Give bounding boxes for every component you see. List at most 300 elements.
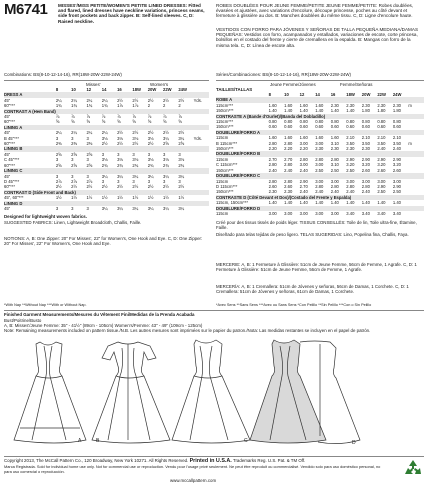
yardage-cell: ⅝ — [147, 119, 152, 125]
yardage-cell: m — [408, 102, 412, 108]
yardage-cell: 1.60 — [268, 135, 277, 141]
yardage-cell: 3¼ — [147, 205, 154, 211]
header-english: MISSES'/MISS PETITE/WOMEN'S PETITE LINED DRESSES: Fitted and flared, lined dresses have neckline variations, princess seams, side front pockets and back zipper. B: Self-lined sleeves. C, D: Raised neckline. — [58, 3, 205, 24]
size-header: 14 — [101, 87, 107, 92]
yardage-cell: 2½ — [132, 141, 139, 147]
misses-label: Misses' — [86, 82, 101, 87]
yardage-cell: 3¼ — [132, 173, 139, 179]
yardage-cell: 1½ — [132, 195, 139, 201]
combinations-left: Combinations: BS(8-10-12-14-16), RR(18W-20W-22W-24W) — [4, 72, 122, 77]
yardage-cell: 2.40 — [268, 167, 277, 173]
footer-trademark: Trademarks Reg. U.S. Pat. & TM Off. — [232, 458, 306, 463]
yardage-cell: 3 — [55, 157, 59, 163]
yardage-cell: 2¾ — [117, 162, 123, 168]
nap-note-right: *Avec Sens **Sans Sens ***Avec ou Sans Sens *Con Pelillo **Sin Pelillo ***Con o Sin Pelillo — [216, 303, 372, 307]
yardage-cell: 2½ — [117, 184, 123, 190]
yardage-cell: ⅝ — [132, 119, 136, 125]
yardage-cell: 2.80 — [268, 162, 277, 168]
yardage-cell: ⅞ — [117, 114, 121, 120]
yardage-cell: 2⅝ — [163, 141, 169, 147]
yardage-cell: 2½ — [117, 97, 123, 103]
divider — [4, 80, 209, 81]
yardage-cell: 3.20 — [392, 162, 401, 168]
yardage-cell: 2½ — [132, 97, 139, 103]
yardage-cell: 3 — [86, 135, 89, 141]
yardage-cell: 1.80 — [377, 108, 386, 114]
yardage-cell: 2.40 — [361, 189, 370, 195]
yardage-cell: 2⅝ — [178, 141, 185, 147]
yardage-cell: 3 — [55, 205, 59, 211]
yardage-cell: 3.00 — [299, 140, 308, 146]
yardage-cell: 2.50 — [346, 167, 355, 173]
yardage-cell: 2¼ — [55, 130, 62, 136]
yardage-cell: 3¼ — [101, 173, 108, 179]
yardage-cell: 1½ — [178, 195, 185, 201]
yardage-cell: 1¾ — [101, 103, 108, 109]
yardage-cell: 2.30 — [330, 146, 339, 152]
yardage-cell: 2.80 — [299, 156, 308, 162]
jeune-femme-label: Jeune Femme/Jóvenes — [270, 82, 316, 87]
yardage-cell — [194, 206, 209, 211]
row-label: DOUBLURE/FORRO A — [216, 130, 424, 135]
measurement-note: Note: Remaining measurements included on pattern tissue./N.B. Les autres mesures sont imprimées sur le papier du patron./Nota: Las medidas restantes se incluyen en el papel de patrón. — [4, 328, 371, 333]
yardage-cell: 2.10 — [377, 135, 386, 141]
row-label: 60"*** — [4, 162, 16, 168]
yardage-cell: 2½ — [163, 184, 169, 190]
size-header: 24W — [392, 92, 402, 97]
row-label: 45" — [4, 151, 11, 157]
divider — [4, 456, 424, 457]
size-header: 8 — [55, 87, 59, 92]
yardage-cell: m — [408, 140, 412, 146]
view-label-a: A — [78, 438, 82, 444]
yardage-cell: 2.30 — [392, 102, 401, 108]
yardage-cell: 1.40 — [346, 108, 355, 114]
yardage-cell: 2.40 — [299, 167, 308, 173]
row-label: 115cm*** — [216, 119, 234, 125]
yardage-cell: 1.40 — [284, 108, 293, 114]
yardage-cell: 0.60 — [377, 124, 386, 130]
yardage-cell: 3 — [132, 151, 135, 157]
yardage-cell: 1.40 — [315, 200, 324, 206]
yardage-cell: 1.40 — [330, 108, 339, 114]
yardage-cell: 2¾ — [163, 162, 169, 168]
yardage-cell: 1.80 — [361, 108, 370, 114]
yardage-cell: 3⅛ — [147, 157, 154, 163]
yardage-cell: ⅞ — [163, 114, 167, 120]
yardage-cell: 0.80 — [361, 119, 370, 125]
yardage-cell: 3.00 — [330, 178, 339, 184]
yardage-cell: 2½ — [178, 130, 185, 136]
nap-note-left: *With Nap **Without Nap ***With or Without Nap. — [4, 303, 87, 307]
yardage-cell: 1.60 — [330, 135, 339, 141]
size-header: 20W — [361, 92, 371, 97]
measurement-line-ab: A, B: Misses'/Jeune Femme: 35" - 41½" (89cm - 105cm) Women's/Femme: 43" - 49" (109cm - 125cm) — [4, 323, 203, 328]
divider — [4, 310, 424, 311]
yardage-cell: 3⅛ — [178, 157, 185, 163]
yardage-cell: 2.60 — [392, 167, 401, 173]
yardage-cell: 1½ — [55, 195, 62, 201]
yardage-cell: 3⅛ — [117, 157, 123, 163]
yardage-cell: 0.60 — [284, 124, 293, 130]
yardage-cell: 3¼ — [178, 205, 185, 211]
size-header: 16 — [117, 87, 122, 92]
yardage-cell: 2.10 — [361, 135, 370, 141]
yardage-cell: 1.60 — [299, 102, 308, 108]
tailles-label: TAILLES/TALLAS — [216, 87, 253, 92]
yardage-cell: 2⅝ — [71, 151, 77, 157]
yardage-cell: 2⅝ — [86, 162, 93, 168]
yardage-cell: 1.40 — [392, 200, 401, 206]
yardage-cell: 2⅜ — [86, 141, 93, 147]
yardage-cell: 3¼ — [178, 135, 185, 141]
yardage-cell: 2½ — [86, 184, 93, 190]
merceria: MERCERÍA: A, B: 1 Cremallera: 51cm de Jóvenes y señoras, 56cm de Damas, 1 Corchete. C, D: 1 Cremallera: 51cm de Jóvenes y señoras, 61cm de Damas, 1 Corchete. — [216, 284, 409, 295]
header-french: ROBES DOUBLÉES POUR JEUNE FEMME/PETITE JEUNE FEMME/PETITE: Robes doublées, évasées et ajustées, avec variations d'encolure, découpe princesse, poches au côté devant et fermeture à glissière au dos. B: Manches doublées du même tissu. C, D: Ligne d'encolure haute. — [216, 3, 414, 19]
yardage-cell: 3¼ — [163, 173, 169, 179]
yardage-cell: 2.90 — [346, 156, 355, 162]
yardage-cell: 2½ — [147, 97, 154, 103]
yardage-cell: 2½ — [132, 184, 139, 190]
yardage-cell: 2.70 — [299, 183, 308, 189]
yardage-cell: 3.50 — [377, 140, 386, 146]
yardage-cell: 2¾ — [178, 162, 185, 168]
yardage-cell: 2.90 — [361, 156, 370, 162]
yardage-cell: 2.30 — [315, 146, 324, 152]
yardage-cell: 3.00 — [330, 210, 339, 216]
yardage-cell: 2½ — [132, 130, 139, 136]
yardage-cell: 3⅛ — [147, 135, 154, 141]
yardage-cell: 0.80 — [392, 119, 401, 125]
row-label: 115cm — [216, 135, 229, 141]
yardage-cell: 2⅞ — [71, 178, 77, 184]
yardage-cell: 2⅜ — [71, 141, 77, 147]
yardage-cell: 2¾ — [132, 162, 139, 168]
size-header: 18W — [346, 92, 355, 97]
yardage-cell: 2.60 — [284, 183, 293, 189]
yardage-cell: 0.60 — [315, 124, 324, 130]
yardage-cell: 2.20 — [268, 146, 277, 152]
yardage-cell: 3 — [147, 151, 151, 157]
yardage-cell: 3.40 — [346, 210, 355, 216]
size-header: 18W — [132, 87, 142, 92]
row-label: 45", 60"*** — [4, 195, 24, 201]
yardage-cell: 1.40 — [361, 200, 370, 206]
row-label: B 115cm*** — [216, 140, 238, 146]
row-label: 60"*** — [4, 103, 16, 109]
yardage-cell: ⅞ — [55, 114, 60, 120]
yardage-cell: 2.90 — [392, 183, 401, 189]
row-label: CONTRAST A (Hem Band) — [4, 109, 209, 114]
yardage-cell: 2½ — [117, 130, 123, 136]
yardage-cell: 1.60 — [315, 135, 324, 141]
yardage-cell: 2.50 — [330, 167, 339, 173]
yardage-cell: 1½ — [86, 195, 93, 201]
yardage-cell: 2¼ — [101, 130, 108, 136]
yardage-cell: 1.40 — [315, 108, 324, 114]
yardage-cell: ⅝ — [71, 119, 75, 125]
yardage-cell: 1⅞ — [117, 103, 123, 109]
row-label: 150cm*** — [216, 124, 234, 130]
size-header: 12 — [299, 92, 305, 97]
yardage-cell: 3⅛ — [132, 157, 139, 163]
yardage-cell: 2¼ — [55, 97, 62, 103]
yardage-cell: 2.80 — [284, 162, 293, 168]
yardage-cell: 2.40 — [315, 189, 324, 195]
yardage-cell: ⅞ — [86, 114, 90, 120]
yardage-cell: 3 — [86, 173, 89, 179]
row-label: 115cm — [216, 210, 229, 216]
yardage-cell: 2.40 — [392, 146, 401, 152]
yardage-cell: 2¾ — [147, 162, 154, 168]
row-label: C 115cm*** — [216, 162, 238, 168]
yardage-cell: 2.30 — [346, 102, 355, 108]
yardage-table-metric — [216, 92, 424, 216]
row-label: ROBE A — [216, 97, 424, 102]
yardage-cell: 2¼ — [101, 97, 108, 103]
yardage-cell: 2.10 — [346, 135, 355, 141]
yardage-cell: 2.30 — [268, 189, 277, 195]
yardage-cell: 2 — [147, 103, 151, 109]
yardage-cell: ⅝ — [86, 119, 90, 125]
yardage-cell: 2⅝ — [55, 162, 62, 168]
yardage-cell: 0.60 — [330, 124, 339, 130]
yardage-cell: 3 — [71, 205, 74, 211]
yardage-cell: 2½ — [163, 130, 169, 136]
yardage-cell: 0.80 — [268, 119, 277, 125]
yardage-cell: 0.80 — [284, 119, 293, 125]
yardage-cell: 2.50 — [377, 189, 386, 195]
yardage-cell: 2¼ — [71, 97, 77, 103]
yardage-cell: 2.80 — [315, 183, 324, 189]
yardage-cell: 3⅛ — [101, 135, 108, 141]
pattern-number: M6741 — [4, 1, 48, 18]
yardage-cell: 2.70 — [284, 156, 293, 162]
yardage-cell: 2⅞ — [86, 178, 93, 184]
row-label: 60"*** — [4, 184, 16, 190]
row-label: C 45"*** — [4, 157, 20, 163]
yardage-cell: 1.40 — [284, 200, 293, 206]
row-label: 150cm*** — [216, 167, 234, 173]
yardage-cell: 3.00 — [315, 162, 324, 168]
yardage-cell: ⅝ — [178, 119, 182, 125]
yardage-cell: 3¼ — [117, 173, 123, 179]
tissus-conseilles: Créé pour des tissus tissés de poids léger. TISSUS CONSEILLÉS: Toile de lin, Toile ultra-fine, Étamine, Faille. — [216, 220, 417, 231]
yardage-cell: 3.20 — [377, 162, 386, 168]
yardage-cell: 1¾ — [71, 103, 77, 109]
row-label: 150cm*** — [216, 108, 234, 114]
yardage-cell: 1.40 — [268, 108, 277, 114]
yardage-cell: 2.60 — [268, 183, 277, 189]
row-label: D 115cm*** — [216, 183, 238, 189]
yardage-cell: 3 — [163, 178, 166, 184]
mercerie: MERCERIE: A, B: 1 Fermeture à Glissière: 51cm de Jeune Femme, 56cm de Femme, 1 Agrafe. C, D: 1 Fermeture à Glissière: 51cm de Jeune Femme, 56cm de Femme, 1 Agrafe. — [216, 262, 417, 273]
yardage-cell: 2.40 — [346, 189, 355, 195]
yardage-cell: 3.00 — [361, 178, 370, 184]
yardage-cell: 2½ — [101, 141, 108, 147]
technical-drawings — [0, 336, 428, 454]
yardage-cell: 3 — [178, 178, 181, 184]
yardage-cell: ⅞ — [71, 114, 75, 120]
row-label: 60"*** — [4, 119, 16, 125]
yardage-cell: 3.10 — [330, 140, 339, 146]
yardage-cell: 3 — [55, 135, 59, 141]
yardage-cell: 0.60 — [299, 124, 308, 130]
footer-url: www.mccallpattern.com — [170, 478, 217, 483]
view-label-d: D — [352, 440, 356, 446]
yardage-cell: 0.60 — [361, 124, 370, 130]
row-label: LINING D — [4, 201, 209, 206]
yardage-cell: 3¼ — [163, 135, 169, 141]
yardage-cell: 2.40 — [299, 189, 308, 195]
yardage-cell: 2.60 — [361, 167, 370, 173]
yardage-cell: 1½ — [163, 195, 169, 201]
yardage-cell: 3.00 — [284, 210, 293, 216]
row-label: 45" — [4, 173, 11, 179]
size-header: 22W — [377, 92, 386, 97]
yardage-cell: 3.10 — [330, 162, 339, 168]
yardage-cell: 0.60 — [392, 124, 401, 130]
yardage-cell: 2.40 — [330, 189, 339, 195]
yardage-cell: 0.80 — [377, 119, 386, 125]
yardage-cell: 3¼ — [147, 173, 154, 179]
yardage-cell: 2.50 — [315, 167, 324, 173]
yardage-cell: 3.00 — [392, 178, 401, 184]
yardage-cell: 3⅛ — [117, 135, 123, 141]
yardage-cell: 2.60 — [377, 167, 386, 173]
yardage-cell: 3 — [86, 205, 89, 211]
yardage-cell: 2½ — [147, 130, 154, 136]
yardage-cell: 3.50 — [346, 140, 355, 146]
row-label: 45" — [4, 97, 11, 103]
yardage-cell: 1.60 — [315, 102, 324, 108]
yardage-cell: 3.00 — [268, 210, 277, 216]
yardage-cell: 2 — [163, 103, 166, 109]
yardage-cell: 2½ — [147, 141, 154, 147]
yardage-cell: 2.80 — [361, 183, 370, 189]
row-label: LINING B — [4, 146, 209, 151]
measurements-subtitle: Bust/Poitrine/Busto — [4, 318, 42, 323]
yardage-cell: 3¼ — [101, 205, 108, 211]
yardage-cell: 2⅞ — [55, 178, 62, 184]
yardage-cell: Yds. — [193, 97, 203, 103]
yardage-cell: 1⅞ — [132, 103, 139, 109]
yardage-cell: 2.30 — [377, 102, 386, 108]
yardage-cell: 3.40 — [361, 210, 370, 216]
yardage-cell: 3¼ — [163, 205, 169, 211]
yardage-cell: 2¼ — [86, 97, 93, 103]
yardage-cell: ⅞ — [178, 114, 182, 120]
yardage-cell: 0.80 — [299, 119, 308, 125]
yardage-cell: ⅝ — [55, 119, 60, 125]
yardage-cell: 3.50 — [361, 140, 370, 146]
size-header: 20W — [147, 87, 157, 92]
yardage-cell: 2½ — [147, 184, 154, 190]
yardage-cell: 0.80 — [346, 119, 355, 125]
row-label: DRESS A — [4, 92, 209, 97]
size-header: 24W — [178, 87, 187, 92]
yardage-cell: 2½ — [71, 184, 77, 190]
dress-a-drawing — [14, 342, 86, 443]
row-label: LINING C — [4, 168, 209, 173]
yardage-cell: 1.40 — [346, 200, 355, 206]
yardage-cell: 3.00 — [315, 210, 324, 216]
yardage-cell: 2.70 — [268, 156, 277, 162]
yardage-cell: 3 — [71, 173, 74, 179]
yardage-cell: 2½ — [178, 184, 185, 190]
row-label: 150cm*** — [216, 189, 234, 195]
yardage-cell: 1.40 — [299, 108, 308, 114]
yardage-cell: 2½ — [117, 141, 123, 147]
yardage-cell: ⅝ — [163, 119, 167, 125]
size-header: 10 — [71, 87, 76, 92]
yardage-cell: 2.30 — [361, 102, 370, 108]
yardage-cell: 2.80 — [330, 156, 339, 162]
yardage-cell — [408, 211, 424, 216]
yardage-cell: 2 — [178, 103, 181, 109]
yardage-cell: 2.80 — [284, 140, 293, 146]
yardage-cell: 3¼ — [178, 173, 185, 179]
size-header: 10 — [284, 92, 289, 97]
yardage-cell: 3¼ — [117, 205, 123, 211]
footer-copyright: Copyright 2013, The McCall Pattern Co., 120 Broadway, New York 10271. All Rights Reserved. Printed in U.S.A. Trademarks Reg. U.S. Pat. & TM Off. — [4, 458, 306, 464]
yardage-cell: 2.10 — [392, 135, 401, 141]
notions: NOTIONS: A, B: One Zipper: 20" For Misses', 22" for Women's, One Hook and Eye. C, D: One Zipper: 20" For Misses', 22" For Women's, One Hook and Eye. — [4, 236, 203, 247]
yardage-cell: 2.90 — [377, 183, 386, 189]
size-header: 22W — [163, 87, 172, 92]
yardage-cell: 3.00 — [315, 140, 324, 146]
yardage-cell: 2¾ — [101, 162, 108, 168]
yardage-cell: 1½ — [101, 195, 108, 201]
yardage-cell: 2⅝ — [55, 151, 62, 157]
yardage-cell: 3.00 — [377, 178, 386, 184]
row-label: CONTRASTE A (Bande d'Ourlet)/(Banda del Dobladillo) — [216, 114, 424, 119]
yardage-cell: 1.40 — [299, 200, 308, 206]
row-label: D 45"*** — [4, 178, 20, 184]
row-label: 45" — [4, 114, 11, 120]
view-label-c: C — [244, 438, 248, 444]
yardage-cell: 3.20 — [346, 162, 355, 168]
yardage-cell: 3 — [71, 157, 74, 163]
yardage-cell: 2⅝ — [86, 151, 93, 157]
yardage-cell: 1¾ — [55, 103, 62, 109]
combinations-right: Séries/Combinaciones: BS(8-10-12-14-16), RR(18W-20W-22W-24W) — [216, 72, 351, 77]
yardage-cell: 2.80 — [268, 140, 277, 146]
yardage-cell: 3 — [147, 178, 151, 184]
yardage-cell: 2¼ — [71, 130, 77, 136]
yardage-cell: 2.90 — [392, 156, 401, 162]
yardage-cell: 0.80 — [315, 119, 324, 125]
yardage-cell: 2.20 — [284, 146, 293, 152]
yardage-cell: 2¼ — [86, 130, 93, 136]
dress-b-drawing — [92, 342, 170, 443]
yardage-cell: 3.40 — [377, 210, 386, 216]
yardage-cell: ⅞ — [101, 114, 106, 120]
yardage-cell: 3 — [71, 135, 74, 141]
yardage-cell: 2.40 — [284, 167, 293, 173]
yardage-cell: 2⅜ — [55, 141, 62, 147]
yardage-cell: 1½ — [117, 195, 123, 201]
yardage-cell: ⅝ — [117, 119, 121, 125]
row-label: DOUBLURE/FORRO C — [216, 173, 424, 178]
size-header: 14 — [315, 92, 320, 97]
yardage-cell: 3 — [86, 157, 89, 163]
yardage-cell: ⅝ — [101, 119, 106, 125]
yardage-cell: 2⅝ — [71, 162, 77, 168]
row-label: 45" — [4, 130, 11, 136]
yardage-cell: 3 — [101, 151, 105, 157]
row-label: LINING A — [4, 125, 209, 130]
